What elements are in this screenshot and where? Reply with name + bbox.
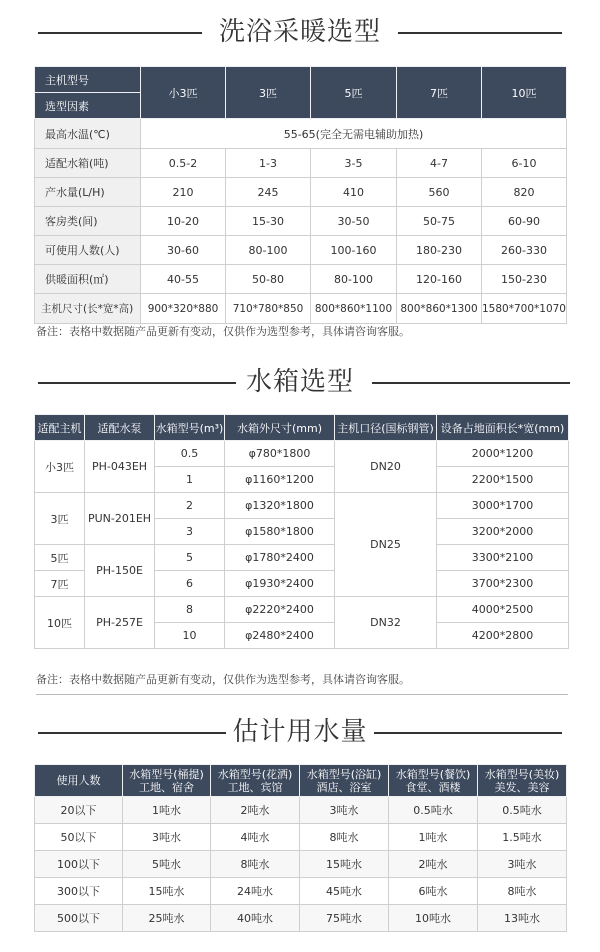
section1-note: 备注：表格中数据随产品更新有变动，仅供作为选型参考，具体请咨询客服。 (36, 325, 410, 338)
table-cell: 1-3 (226, 149, 311, 178)
tank-size-cell: φ1160*1200 (225, 467, 335, 493)
caliber-cell: DN25 (335, 493, 437, 597)
table-cell: 50-80 (226, 265, 311, 294)
tank-size-cell: φ2480*2400 (225, 623, 335, 649)
column-header: 设备占地面积长*宽(mm) (437, 415, 569, 441)
table-cell: 1吨水 (389, 824, 478, 851)
section3-header (0, 712, 600, 752)
area-cell: 3700*2300 (437, 571, 569, 597)
row-label: 产水量(L/H) (35, 178, 141, 207)
table-cell: 50以下 (35, 824, 123, 851)
area-cell: 4200*2800 (437, 623, 569, 649)
model-header: 3匹 (226, 67, 311, 119)
table-cell: 80-100 (226, 236, 311, 265)
table-cell: 0.5吨水 (389, 797, 478, 824)
table-cell: 2吨水 (389, 851, 478, 878)
table-cell: 10-20 (141, 207, 226, 236)
tank-model-cell: 6 (155, 571, 225, 597)
tank-model-cell: 1 (155, 467, 225, 493)
column-header: 水箱外尺寸(mm) (225, 415, 335, 441)
table-cell: 120-160 (397, 265, 482, 294)
table-cell: 1.5吨水 (478, 824, 567, 851)
tank-model-cell: 8 (155, 597, 225, 623)
table-cell: 820 (482, 178, 567, 207)
table-cell: 8吨水 (211, 851, 300, 878)
table-cell: 245 (226, 178, 311, 207)
table-cell: 800*860*1300 (397, 294, 482, 324)
column-header: 水箱型号(m³) (155, 415, 225, 441)
tank-size-cell: φ780*1800 (225, 441, 335, 467)
max-temp-value: 55-65(完全无需电辅助加热) (141, 119, 567, 149)
model-header: 7匹 (397, 67, 482, 119)
column-header: 水箱型号(餐饮) 食堂、酒楼 (389, 765, 478, 797)
table-cell: 30-50 (311, 207, 397, 236)
model-header: 5匹 (311, 67, 397, 119)
caliber-cell: DN32 (335, 597, 437, 649)
table-cell: 24吨水 (211, 878, 300, 905)
table-cell: 6-10 (482, 149, 567, 178)
caliber-cell: DN20 (335, 441, 437, 493)
table-cell: 30-60 (141, 236, 226, 265)
corner-top: 主机型号 (35, 67, 141, 93)
table-cell: 3吨水 (478, 851, 567, 878)
tank-size-cell: φ1930*2400 (225, 571, 335, 597)
row-label: 适配水箱(吨) (35, 149, 141, 178)
tank-model-cell: 2 (155, 493, 225, 519)
tank-size-cell: φ2220*2400 (225, 597, 335, 623)
table-cell: 180-230 (397, 236, 482, 265)
divider (36, 694, 568, 695)
table-row (35, 824, 567, 851)
table-cell: 45吨水 (300, 878, 389, 905)
column-header: 适配水泵 (85, 415, 155, 441)
table-cell: 10吨水 (389, 905, 478, 932)
table-cell: 1吨水 (123, 797, 211, 824)
row-label: 供暖面积(㎡) (35, 265, 141, 294)
table-cell: 150-230 (482, 265, 567, 294)
table-cell: 15-30 (226, 207, 311, 236)
host-cell: 小3匹 (35, 441, 85, 493)
section2-title: 水箱选型 (245, 367, 354, 397)
tank-model-cell: 5 (155, 545, 225, 571)
table-cell: 900*320*880 (141, 294, 226, 324)
table-cell: 8吨水 (478, 878, 567, 905)
tank-size-cell: φ1780*2400 (225, 545, 335, 571)
table-cell: 560 (397, 178, 482, 207)
table-cell: 80-100 (311, 265, 397, 294)
table-cell: 15吨水 (123, 878, 211, 905)
column-header: 水箱型号(花洒) 工地、宾馆 (211, 765, 300, 797)
column-header: 水箱型号(桶提) 工地、宿舍 (123, 765, 211, 797)
table-cell: 0.5吨水 (478, 797, 567, 824)
pump-cell: PH-043EH (85, 441, 155, 493)
table-cell: 3吨水 (123, 824, 211, 851)
pump-cell: PH-257E (85, 597, 155, 649)
tank-size-cell: φ1580*1800 (225, 519, 335, 545)
table-cell: 40吨水 (211, 905, 300, 932)
section1-title: 洗浴采暖选型 (218, 17, 381, 47)
table-cell: 4-7 (397, 149, 482, 178)
table-cell: 50-75 (397, 207, 482, 236)
area-cell: 2200*1500 (437, 467, 569, 493)
row-label: 最高水温(℃) (35, 119, 141, 149)
area-cell: 3300*2100 (437, 545, 569, 571)
table-cell: 260-330 (482, 236, 567, 265)
area-cell: 3200*2000 (437, 519, 569, 545)
table-cell: 3吨水 (300, 797, 389, 824)
table-row (35, 851, 567, 878)
corner-bottom: 选型因素 (35, 93, 141, 119)
model-header: 小3匹 (141, 67, 226, 119)
table-cell: 710*780*850 (226, 294, 311, 324)
tank-model-cell: 0.5 (155, 441, 225, 467)
table-cell: 500以下 (35, 905, 123, 932)
table-cell: 13吨水 (478, 905, 567, 932)
table-cell: 100-160 (311, 236, 397, 265)
pump-cell: PH-150E (85, 545, 155, 597)
section3-title: 估计用水量 (232, 717, 368, 747)
row-label: 主机尺寸(长*宽*高) (35, 294, 141, 324)
tank-model-cell: 3 (155, 519, 225, 545)
tank-size-cell: φ1320*1800 (225, 493, 335, 519)
section2-note: 备注：表格中数据随产品更新有变动，仅供作为选型参考，具体请咨询客服。 (36, 673, 410, 686)
section2-header (0, 362, 600, 402)
table-cell: 4吨水 (211, 824, 300, 851)
heating-selection-table (34, 66, 567, 324)
column-header: 水箱型号(浴缸) 酒店、浴室 (300, 765, 389, 797)
table-cell: 15吨水 (300, 851, 389, 878)
model-header: 10匹 (482, 67, 567, 119)
area-cell: 3000*1700 (437, 493, 569, 519)
table-cell: 5吨水 (123, 851, 211, 878)
table-cell: 40-55 (141, 265, 226, 294)
section1-header (0, 12, 600, 52)
area-cell: 4000*2500 (437, 597, 569, 623)
water-usage-table (34, 764, 567, 932)
table-cell: 800*860*1100 (311, 294, 397, 324)
table-row (35, 905, 567, 932)
pump-cell: PUN-201EH (85, 493, 155, 545)
table-cell: 20以下 (35, 797, 123, 824)
table-row (35, 797, 567, 824)
table-cell: 75吨水 (300, 905, 389, 932)
row-label: 可使用人数(人) (35, 236, 141, 265)
row-label: 客房类(间) (35, 207, 141, 236)
tank-model-cell: 10 (155, 623, 225, 649)
table-cell: 25吨水 (123, 905, 211, 932)
host-cell: 5匹 (35, 545, 85, 571)
table-cell: 2吨水 (211, 797, 300, 824)
column-header: 适配主机 (35, 415, 85, 441)
area-cell: 2000*1200 (437, 441, 569, 467)
table-cell: 0.5-2 (141, 149, 226, 178)
table-cell: 60-90 (482, 207, 567, 236)
table-cell: 3-5 (311, 149, 397, 178)
table-cell: 6吨水 (389, 878, 478, 905)
table-cell: 300以下 (35, 878, 123, 905)
tank-selection-table (34, 414, 569, 649)
table-cell: 1580*700*1070 (482, 294, 567, 324)
table-cell: 8吨水 (300, 824, 389, 851)
host-cell: 7匹 (35, 571, 85, 597)
column-header: 主机口径(国标钢管) (335, 415, 437, 441)
table-cell: 100以下 (35, 851, 123, 878)
column-header: 水箱型号(美妆) 美发、美容 (478, 765, 567, 797)
table-cell: 210 (141, 178, 226, 207)
column-header: 使用人数 (35, 765, 123, 797)
table-cell: 410 (311, 178, 397, 207)
host-cell: 3匹 (35, 493, 85, 545)
table-row (35, 878, 567, 905)
host-cell: 10匹 (35, 597, 85, 649)
